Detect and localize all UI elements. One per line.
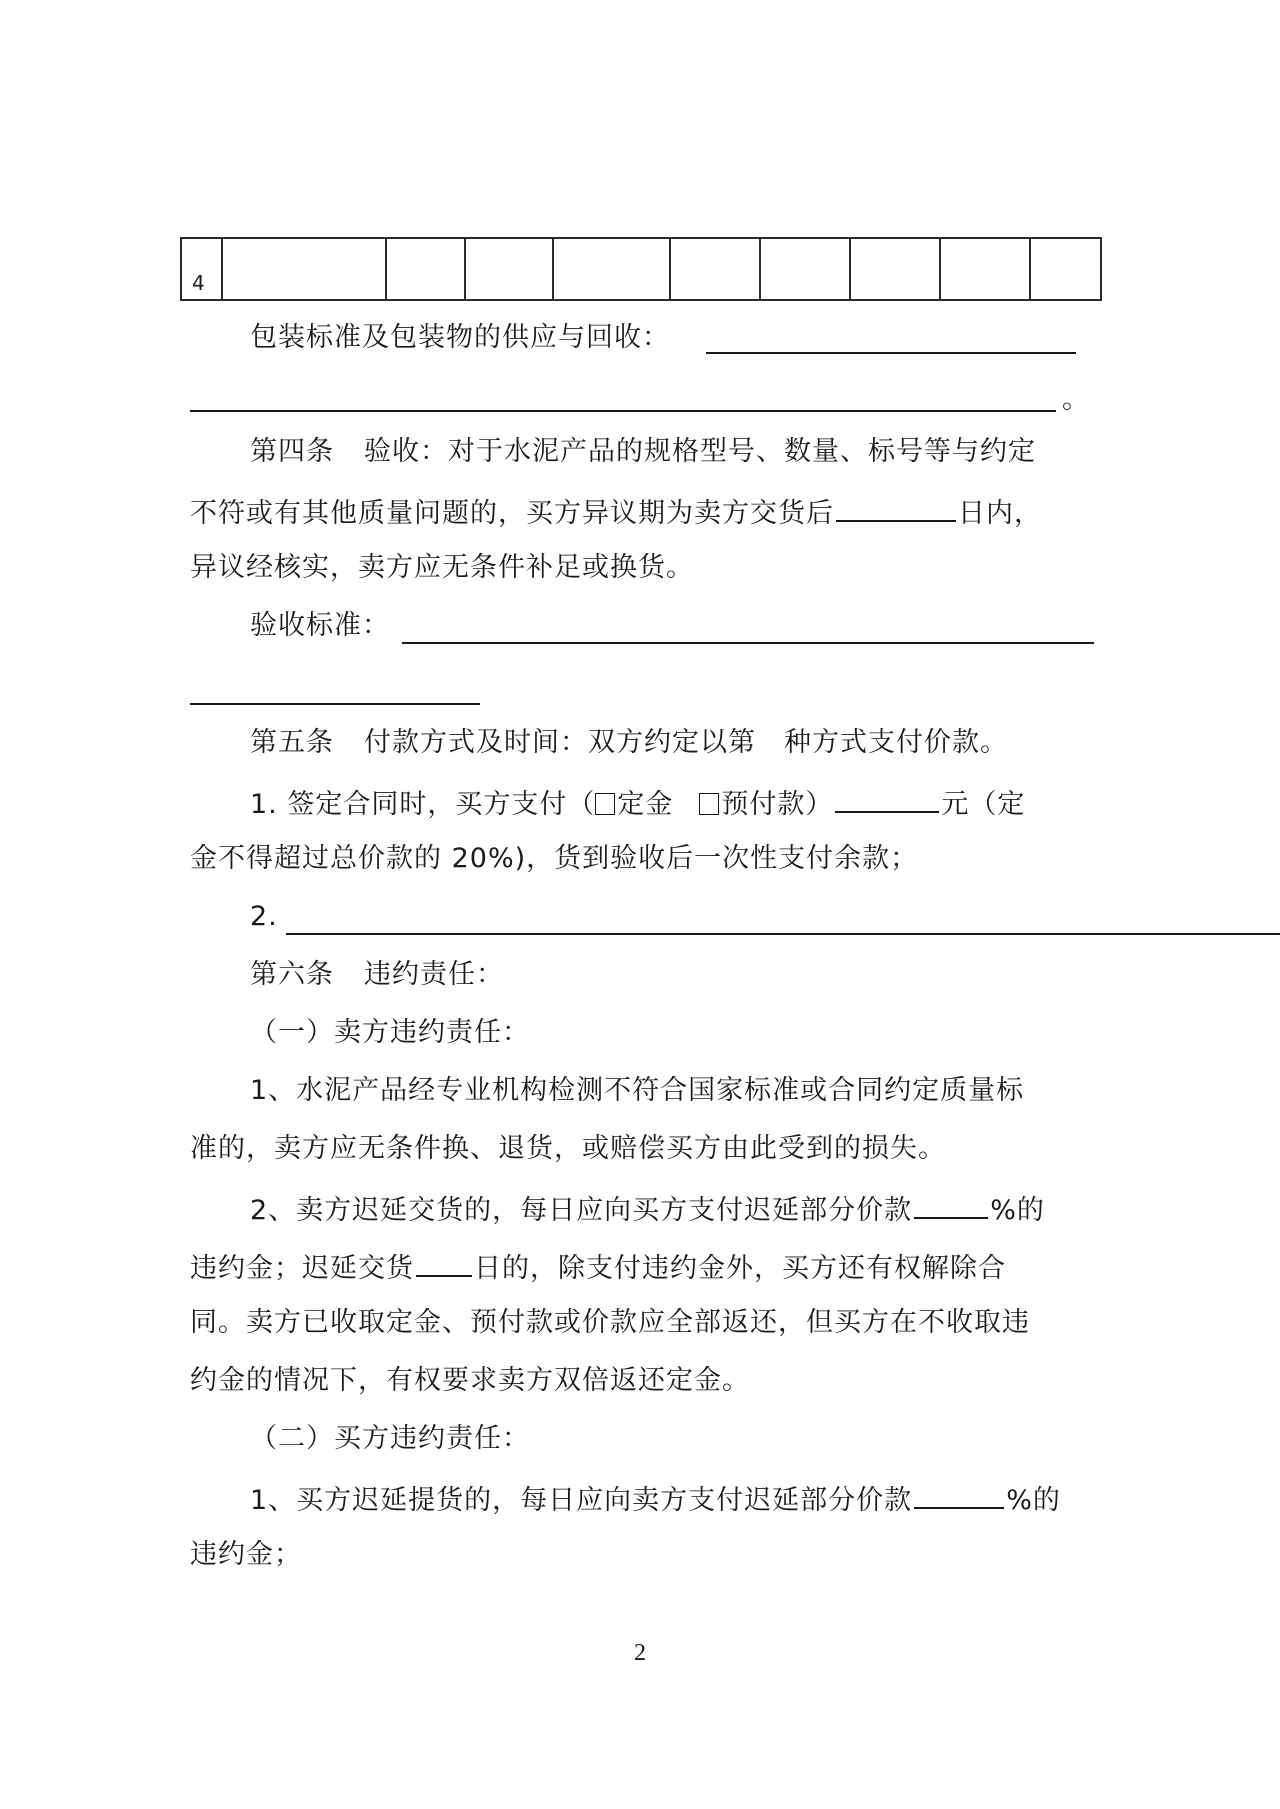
table-row <box>181 238 1101 300</box>
payment-amount-blank[interactable] <box>835 783 939 813</box>
payment-item1: 1. 签定合同时，买方支付（ 定金 预付款） 元（定 <box>250 783 1025 823</box>
seller-penalty-percent-blank[interactable] <box>914 1189 988 1219</box>
seller-item1-line2: 准的，卖方应无条件换、退货，或赔偿买方由此受到的损失。 <box>190 1133 946 1164</box>
table-cell[interactable] <box>940 238 1030 300</box>
table-cell[interactable] <box>465 238 553 300</box>
table-cell[interactable] <box>760 238 850 300</box>
table-cell[interactable] <box>850 238 940 300</box>
packaging-line <box>250 320 670 356</box>
article4-line3: 异议经核实，卖方应无条件补足或换货。 <box>190 552 694 583</box>
prepayment-checkbox[interactable] <box>699 793 719 815</box>
table-cell[interactable] <box>553 238 670 300</box>
deposit-checkbox[interactable] <box>595 793 615 815</box>
seller-item1-line1: 1、水泥产品经专业机构检测不符合国家标准或合同约定质量标 <box>250 1075 1025 1106</box>
packaging-end-punct: 。 <box>1062 384 1090 415</box>
table-cell[interactable] <box>670 238 760 300</box>
article4-line1: 第四条 验收：对于水泥产品的规格型号、数量、标号等与约定 <box>250 436 1036 467</box>
seller-liability-heading: （一）卖方违约责任： <box>250 1017 530 1048</box>
acceptance-standard-label: 验收标准： <box>250 610 390 641</box>
seller-item2-line3: 同。卖方已收取定金、预付款或价款应全部返还，但买方在不收取违 <box>190 1307 1030 1338</box>
seller-item2-line1: 2、卖方迟延交货的，每日应向买方支付迟延部分价款 %的 <box>250 1189 1045 1229</box>
buyer-item1-line1: 1、买方迟延提货的，每日应向卖方支付迟延部分价款 %的 <box>250 1479 1061 1519</box>
seller-delay-days-blank[interactable] <box>416 1247 472 1277</box>
acceptance-standard-blank-continued[interactable] <box>190 703 480 705</box>
article6-heading: 第六条 <box>250 959 334 990</box>
buyer-item1-line2: 违约金； <box>190 1539 302 1570</box>
row-number-cell: 4 <box>181 238 222 300</box>
objection-days-blank[interactable] <box>836 492 956 522</box>
table-cell[interactable] <box>1030 238 1101 300</box>
product-spec-table <box>180 237 1102 301</box>
table-cell[interactable] <box>222 238 386 300</box>
article4-line2: 不符或有其他质量问题的，买方异议期为卖方交货后 日内， <box>190 492 1042 532</box>
deposit-option-label: 定金 <box>617 789 674 820</box>
seller-item2-line2: 违约金；迟延交货 日的，除支付违约金外，买方还有权解除合 <box>190 1247 1006 1287</box>
packaging-blank-continued[interactable] <box>190 410 1056 412</box>
article5-line1: 第五条 付款方式及时间：双方约定以第 种方式支付价款。 <box>250 727 1008 758</box>
article6-heading-line: 第六条 违约责任： <box>250 959 504 990</box>
article5-heading: 第五条 <box>250 727 334 758</box>
payment-item2-label: 2. <box>250 901 278 932</box>
page-number: 2 <box>634 1640 646 1666</box>
acceptance-standard-blank[interactable] <box>402 642 1094 644</box>
buyer-penalty-percent-blank[interactable] <box>914 1479 1004 1509</box>
article4-heading: 第四条 <box>250 436 334 467</box>
buyer-liability-heading: （二）买方违约责任： <box>250 1423 530 1454</box>
payment-item1-line2: 金不得超过总价款的 20%)，货到验收后一次性支付余款； <box>190 843 919 874</box>
seller-item2-line4: 约金的情况下，有权要求卖方双倍返还定金。 <box>190 1365 750 1396</box>
packaging-label: 包装标准及包装物的供应与回收： <box>250 322 670 353</box>
table-cell[interactable] <box>386 238 465 300</box>
payment-item2-blank[interactable] <box>286 933 1280 935</box>
packaging-blank[interactable] <box>706 352 1076 354</box>
prepayment-option-label: 预付款） <box>721 789 834 820</box>
